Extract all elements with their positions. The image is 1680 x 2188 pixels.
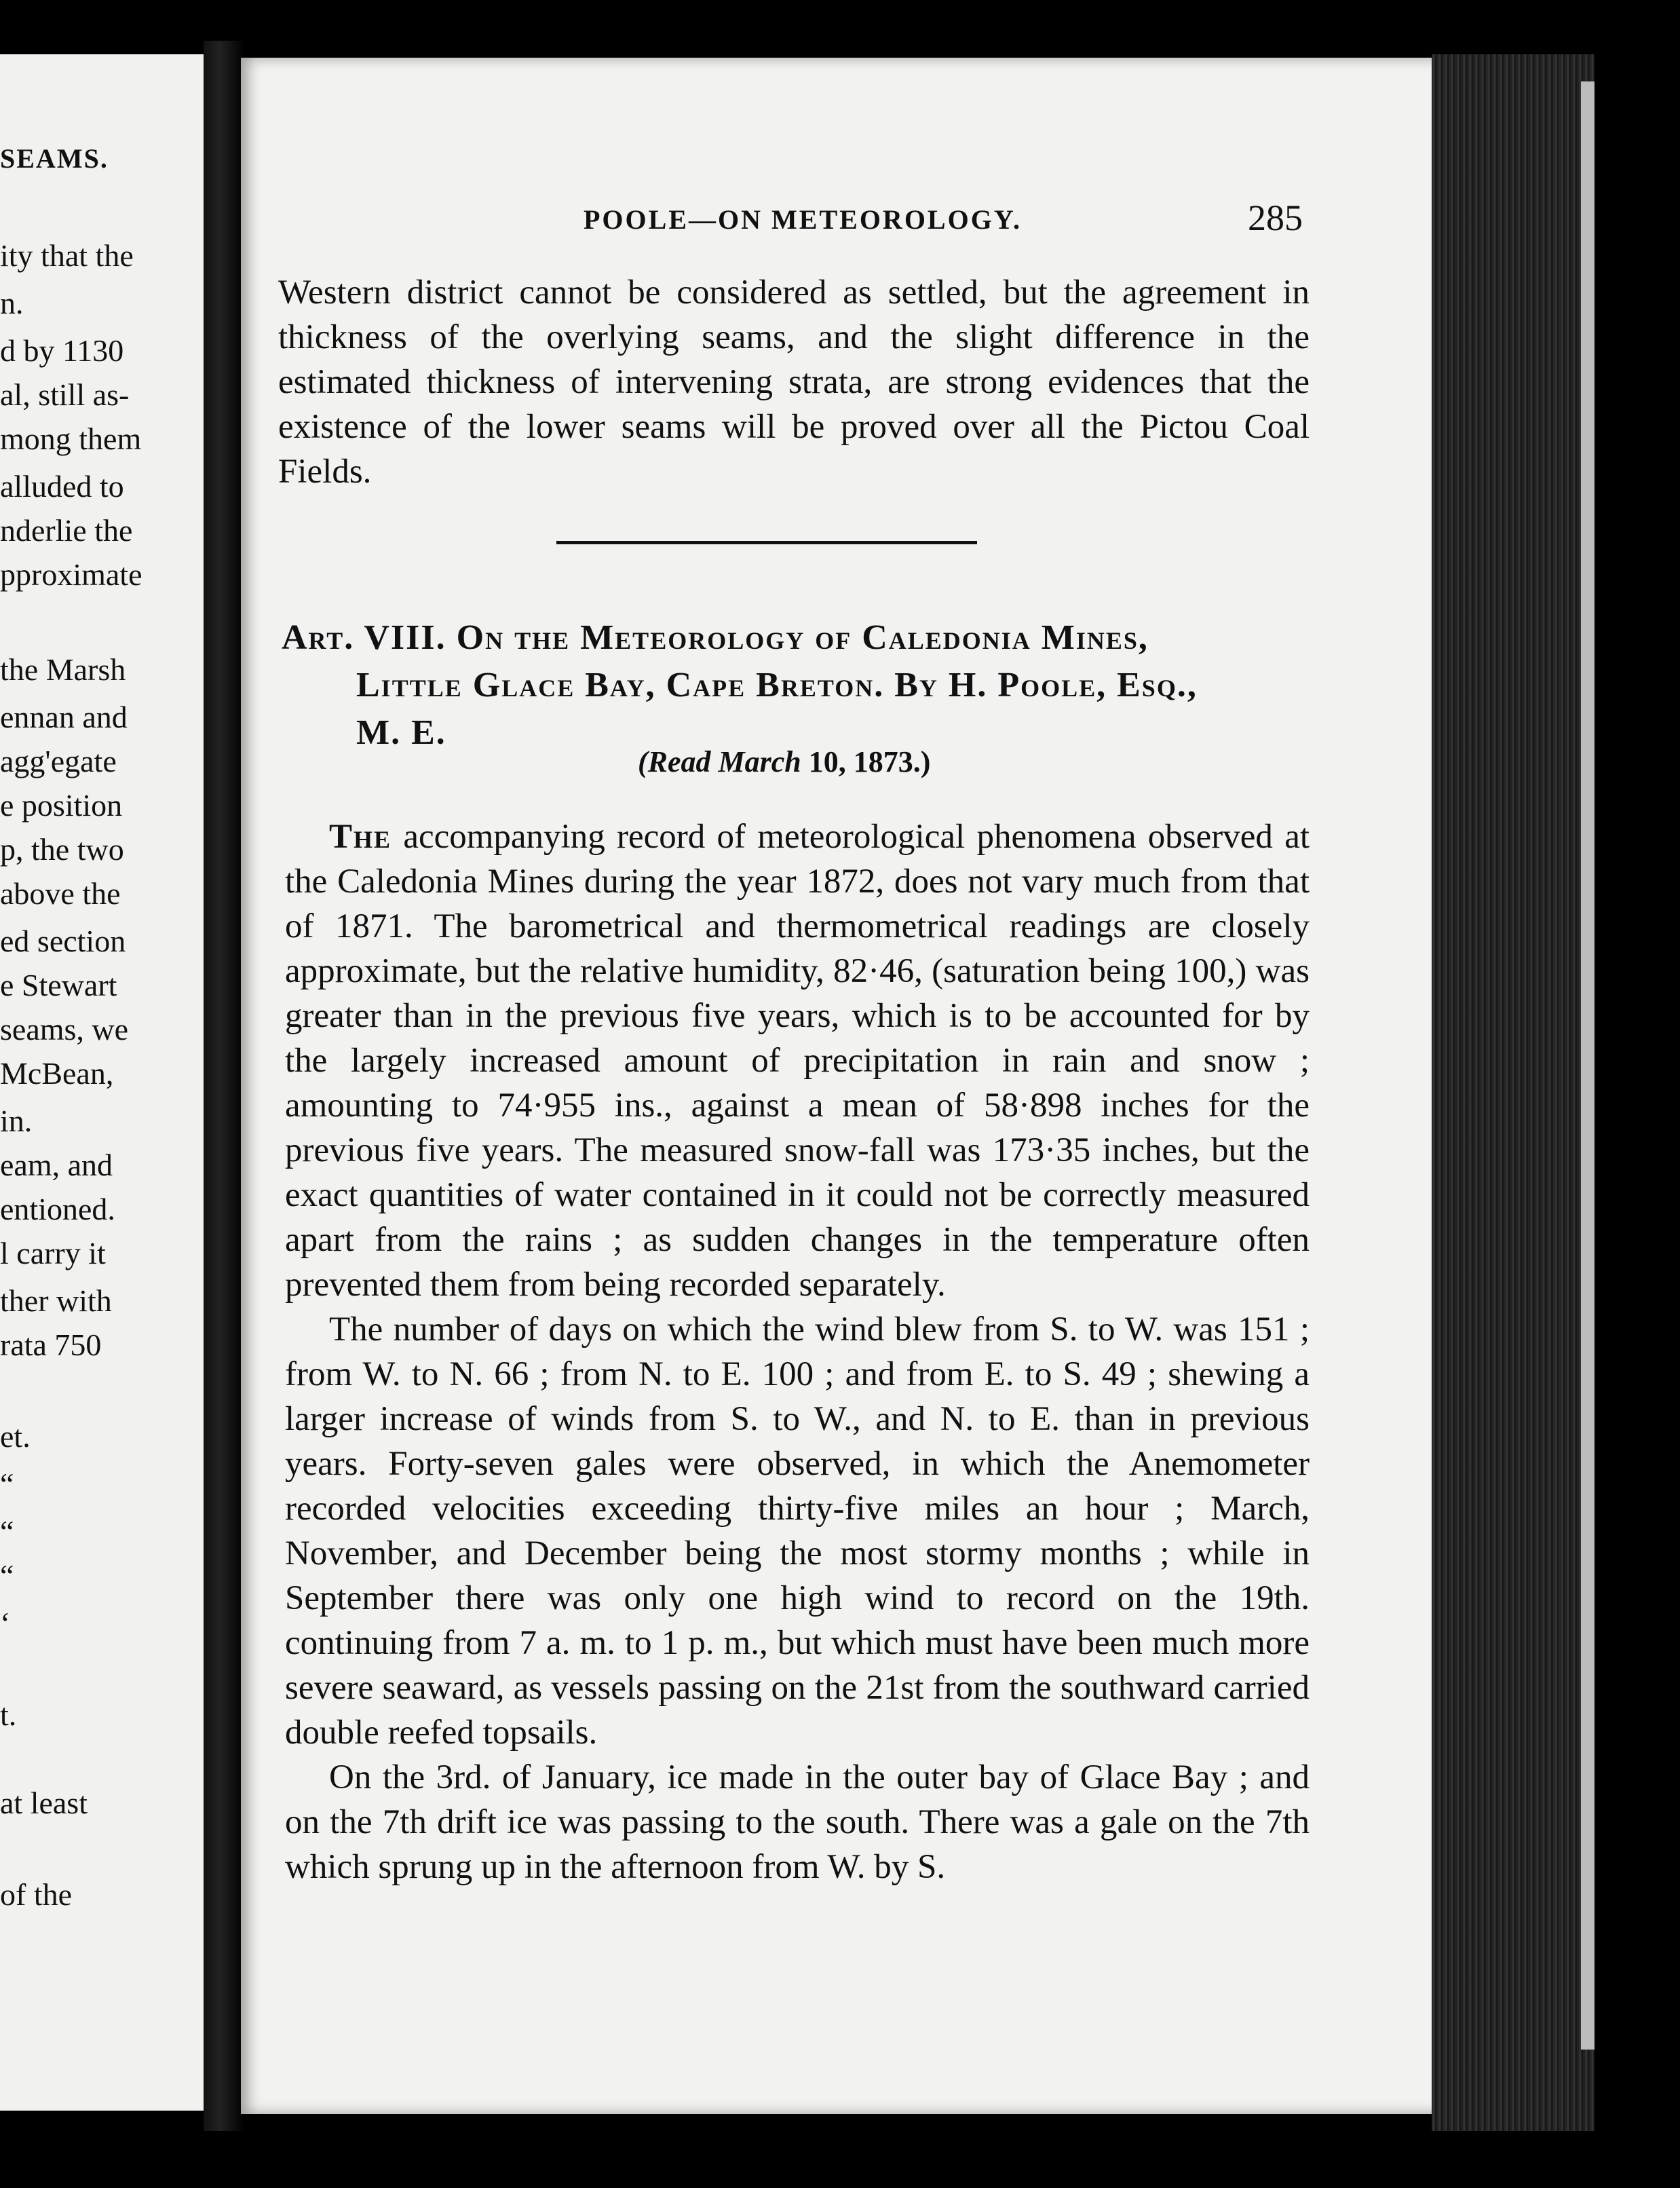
- continuation-paragraph-block: [278, 270, 1310, 494]
- left-page-text-fragment: mong them: [0, 421, 142, 456]
- book-gutter: [204, 41, 244, 2131]
- left-page-text-fragment: McBean,: [0, 1056, 114, 1091]
- left-page-text-fragment: n.: [0, 286, 24, 320]
- paragraph-2: The number of days on which the wind blew from S. to W. was 151 ; from W. to N. 66 ; from N. to E. 100 ; and from E. to S. 49 ; shewing a larger increase of winds from S. to W., and N. to E. than in previous years. Forty-seven gales were observed, in which the Anemometer recorded velocities exceeding thirty-five miles an hour ; March, November, and December being the most stormy months ; while in September there was only one high wind to record on the 19th. continuing from 7 a. m. to 1 p. m., but which must have been much more severe seaward, as vessels passing on the 21st from the southward carried double reefed topsails.: [285, 1310, 1310, 1752]
- book-fore-edge-highlight: [1581, 81, 1595, 2050]
- left-page-text-fragment: ther with: [0, 1283, 112, 1318]
- article-heading-line-1: Art. VIII. On the Meteorology of Caledonia Mines,: [282, 618, 1149, 657]
- book-fore-edge: [1432, 54, 1595, 2131]
- continuation-paragraph: Western district cannot be considered as settled, but the agreement in thickness of the overlying seams, and the slight difference in the estimated thickness of intervening strata, are strong evidences that the existence of the lower seams will be proved over all the Pictou Coal Fields.: [278, 274, 1310, 491]
- left-page-text-fragment: e position: [0, 788, 123, 823]
- left-page-text-fragment: “: [0, 1514, 14, 1549]
- page-number: 285: [1248, 197, 1303, 238]
- left-page-text-fragment: the Marsh: [0, 652, 126, 687]
- left-page-text-fragment: ed section: [0, 924, 126, 958]
- left-page-text-fragment: SEAMS.: [0, 143, 109, 174]
- article-heading: [282, 614, 1313, 757]
- paragraph-3: On the 3rd. of January, ice made in the outer bay of Glace Bay ; and on the 7th drift ice was passing to the south. There was a gale on the 7th which sprung up in the afternoon from W. by S.: [285, 1758, 1310, 1886]
- running-title: POOLE—ON METEOROLOGY.: [584, 204, 1023, 235]
- section-divider-rule: [556, 541, 977, 544]
- left-page-text-fragment: ity that the: [0, 238, 134, 273]
- left-page-text-fragment: “: [0, 1558, 14, 1593]
- article-body: [285, 814, 1310, 1889]
- left-page-text-fragment: seams, we: [0, 1012, 129, 1046]
- read-date-value: 10, 1873.): [801, 745, 931, 778]
- article-heading-line-2: Little Glace Bay, Cape Breton. By H. Poole, Esq.,: [356, 666, 1198, 704]
- left-page-text-fragment: entioned.: [0, 1192, 115, 1226]
- left-page-text-fragment: alluded to: [0, 469, 124, 504]
- left-page-text-fragment: al, still as-: [0, 377, 130, 412]
- left-page-text-fragment: of the: [0, 1877, 73, 1912]
- read-date-note: [638, 744, 930, 779]
- left-page-text-fragment: agg'egate: [0, 744, 117, 778]
- paragraph-1-text: accompanying record of meteorological phenomena observed at the Caledonia Mines during the year 1872, does not vary much from that of 1871. The barometrical and thermometrical readings are closely approximate, but the relative humidity, 82·46, (saturation being 100,) was greater than in the previous five years, which is to be accounted for by the largely increased amount of precipitation in rain and snow ; amounting to 74·955 ins., against a mean of 58·898 inches for the previous five years. The measured snow-fall was 173·35 inches, but the exact quantities of water contained in it could not be correctly measured apart from the rains ; as sudden changes in the temperature often prevented them from being recorded separately.: [285, 818, 1310, 1304]
- running-head: [339, 197, 1303, 244]
- left-page-text-fragment: d by 1130: [0, 333, 124, 368]
- paragraph-1: [285, 814, 1310, 1307]
- left-page-text-fragment: l carry it: [0, 1236, 106, 1270]
- left-page-text-fragment: at least: [0, 1786, 88, 1820]
- left-page-text-fragment: et.: [0, 1419, 31, 1454]
- left-page-text-fragment: nderlie the: [0, 513, 133, 548]
- left-page-text-fragment: pproximate: [0, 557, 142, 592]
- read-date-prefix: (Read March: [638, 745, 801, 778]
- left-page-text-fragment: p, the two: [0, 832, 124, 867]
- left-facing-page: [0, 54, 204, 2111]
- left-page-text-fragment: in.: [0, 1104, 33, 1138]
- left-page-text-fragment: “: [0, 1467, 14, 1501]
- paragraph-1-lead: The: [329, 818, 392, 856]
- article-heading-line-3: M. E.: [356, 713, 446, 752]
- left-page-text-fragment: e Stewart: [0, 968, 117, 1002]
- left-page-text-fragment: eam, and: [0, 1148, 113, 1182]
- left-page-text-fragment: above the: [0, 876, 121, 911]
- left-page-text-fragment: rata 750: [0, 1327, 102, 1362]
- left-page-text-fragment: t.: [0, 1697, 17, 1732]
- left-page-text-fragment: ennan and: [0, 700, 128, 734]
- left-page-text-fragment: ‘: [0, 1606, 11, 1640]
